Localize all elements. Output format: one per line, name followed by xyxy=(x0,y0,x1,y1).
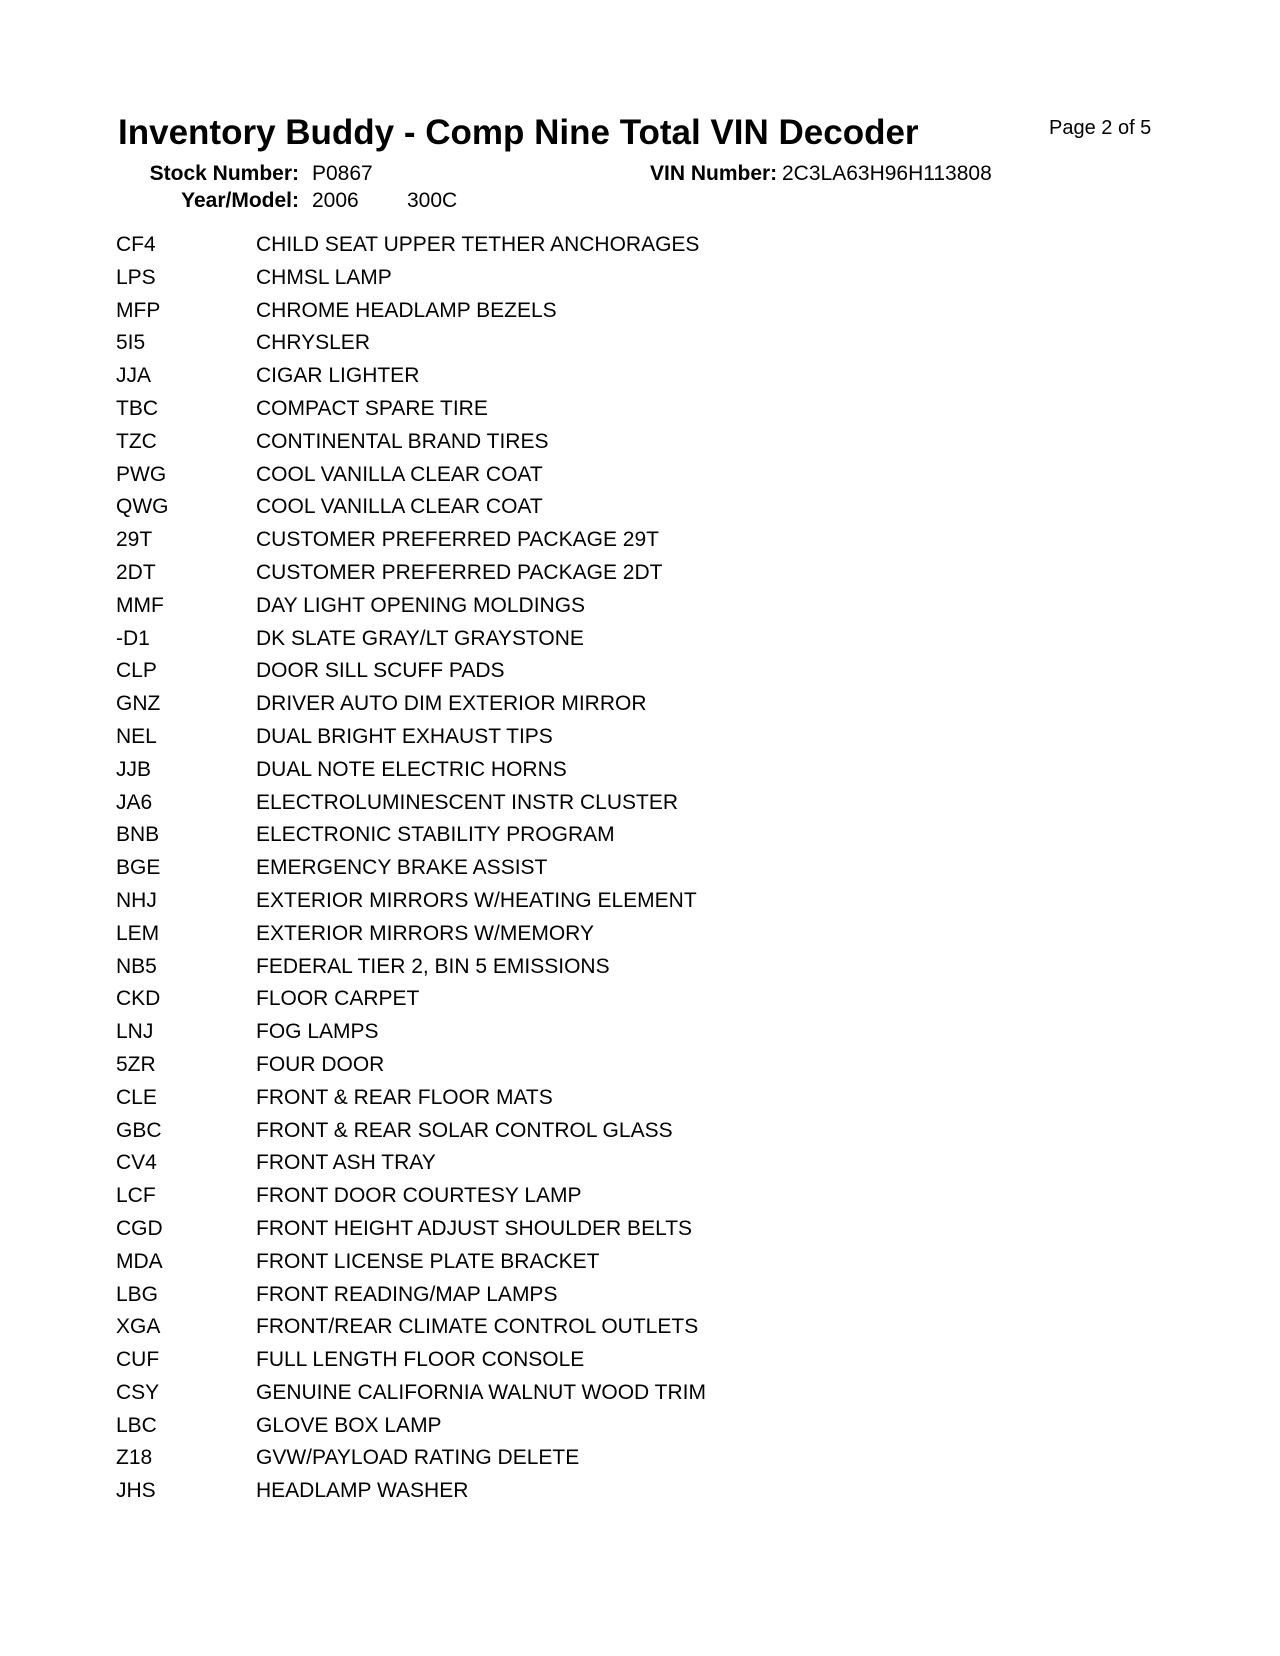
option-code: CKD xyxy=(116,987,161,1011)
option-row xyxy=(116,1049,1216,1082)
vin-number-label: VIN Number: xyxy=(650,162,778,185)
option-code: CF4 xyxy=(116,233,156,256)
option-code: NHJ xyxy=(116,888,157,912)
option-description: GLOVE BOX LAMP xyxy=(256,1413,442,1437)
option-description: FRONT LICENSE PLATE BRACKET xyxy=(256,1249,600,1273)
option-code: QWG xyxy=(116,495,169,519)
option-row xyxy=(116,918,1216,951)
option-row xyxy=(116,1442,1216,1475)
option-code: 2DT xyxy=(116,560,156,584)
option-code: CLE xyxy=(116,1085,157,1109)
option-row xyxy=(116,491,1216,524)
page-indicator: Page 2 of 5 xyxy=(1049,117,1152,139)
option-row xyxy=(116,229,1216,262)
option-row xyxy=(116,426,1216,459)
option-description: CHRYSLER xyxy=(256,331,370,355)
option-description: GVW/PAYLOAD RATING DELETE xyxy=(256,1446,580,1470)
options-list xyxy=(116,229,1216,1508)
option-code: JJB xyxy=(116,757,152,781)
option-row xyxy=(116,524,1216,557)
option-row xyxy=(116,1377,1216,1410)
option-code: MFP xyxy=(116,298,161,322)
option-code: Z18 xyxy=(116,1446,153,1470)
option-row xyxy=(116,262,1216,295)
option-description: FLOOR CARPET xyxy=(256,987,420,1011)
option-row xyxy=(116,721,1216,754)
option-description: CHROME HEADLAMP BEZELS xyxy=(256,298,557,322)
option-description: COMPACT SPARE TIRE xyxy=(256,396,488,420)
option-description: FEDERAL TIER 2, BIN 5 EMISSIONS xyxy=(256,954,610,978)
option-row xyxy=(116,1246,1216,1279)
option-description: DUAL NOTE ELECTRIC HORNS xyxy=(256,757,567,781)
year-model-label: Year/Model: xyxy=(181,189,299,212)
option-code: LPS xyxy=(116,265,156,289)
option-code: LEM xyxy=(116,921,160,945)
option-description: ELECTRONIC STABILITY PROGRAM xyxy=(256,823,615,847)
option-description: GENUINE CALIFORNIA WALNUT WOOD TRIM xyxy=(256,1380,706,1404)
option-description: FOUR DOOR xyxy=(256,1052,385,1076)
option-description: CUSTOMER PREFERRED PACKAGE 29T xyxy=(256,528,659,552)
option-description: CUSTOMER PREFERRED PACKAGE 2DT xyxy=(256,560,663,584)
option-code: CLP xyxy=(116,659,157,683)
option-description: FRONT READING/MAP LAMPS xyxy=(256,1282,558,1306)
option-description: FRONT ASH TRAY xyxy=(256,1151,436,1175)
page-title: Inventory Buddy - Comp Nine Total VIN Decoder xyxy=(118,113,919,152)
option-description: FOG LAMPS xyxy=(256,1020,379,1044)
option-code: LBC xyxy=(116,1413,157,1437)
option-description: DUAL BRIGHT EXHAUST TIPS xyxy=(256,724,553,748)
option-description: FULL LENGTH FLOOR CONSOLE xyxy=(256,1348,585,1372)
option-row xyxy=(116,393,1216,426)
option-row xyxy=(116,787,1216,820)
option-row xyxy=(116,852,1216,885)
option-description: COOL VANILLA CLEAR COAT xyxy=(256,495,543,519)
option-code: LCF xyxy=(116,1184,156,1208)
option-description: DAY LIGHT OPENING MOLDINGS xyxy=(256,593,586,617)
option-code: 5ZR xyxy=(116,1052,156,1076)
option-code: GNZ xyxy=(116,692,161,716)
option-code: GBC xyxy=(116,1118,162,1142)
option-description: COOL VANILLA CLEAR COAT xyxy=(256,462,543,486)
option-row xyxy=(116,459,1216,492)
option-description: ELECTROLUMINESCENT INSTR CLUSTER xyxy=(256,790,679,814)
option-code: CUF xyxy=(116,1348,160,1372)
option-row xyxy=(116,819,1216,852)
option-code: TBC xyxy=(116,396,158,420)
option-code: NEL xyxy=(116,724,157,748)
option-code: 29T xyxy=(116,528,153,552)
option-row xyxy=(116,1344,1216,1377)
option-code: LBG xyxy=(116,1282,159,1306)
option-description: EXTERIOR MIRRORS W/HEATING ELEMENT xyxy=(256,888,697,912)
option-row xyxy=(116,360,1216,393)
option-description: FRONT & REAR SOLAR CONTROL GLASS xyxy=(256,1118,673,1142)
option-row xyxy=(116,983,1216,1016)
option-row xyxy=(116,1311,1216,1344)
option-code: 5I5 xyxy=(116,331,146,355)
option-row xyxy=(116,1279,1216,1312)
option-description: CONTINENTAL BRAND TIRES xyxy=(256,429,549,453)
option-code: NB5 xyxy=(116,954,157,978)
option-code: LNJ xyxy=(116,1020,154,1044)
option-code: JA6 xyxy=(116,790,153,814)
stock-number-label: Stock Number: xyxy=(149,162,299,185)
option-row xyxy=(116,1115,1216,1148)
option-description: DK SLATE GRAY/LT GRAYSTONE xyxy=(256,626,584,650)
option-row xyxy=(116,1016,1216,1049)
option-description: CHILD SEAT UPPER TETHER ANCHORAGES xyxy=(256,233,700,256)
option-row xyxy=(116,1180,1216,1213)
option-row xyxy=(116,295,1216,328)
vin-number-value: 2C3LA63H96H113808 xyxy=(782,162,992,185)
option-code: CSY xyxy=(116,1380,160,1404)
option-row xyxy=(116,1147,1216,1180)
option-description: DOOR SILL SCUFF PADS xyxy=(256,659,505,683)
option-code: MMF xyxy=(116,593,164,617)
option-code: PWG xyxy=(116,462,167,486)
option-code: JHS xyxy=(116,1479,156,1503)
option-description: CHMSL LAMP xyxy=(256,265,392,289)
option-row xyxy=(116,590,1216,623)
option-row xyxy=(116,1475,1216,1508)
option-description: CIGAR LIGHTER xyxy=(256,364,420,388)
option-description: EXTERIOR MIRRORS W/MEMORY xyxy=(256,921,594,945)
option-row xyxy=(116,1410,1216,1443)
option-row xyxy=(116,557,1216,590)
option-description: DRIVER AUTO DIM EXTERIOR MIRROR xyxy=(256,692,647,716)
option-code: BGE xyxy=(116,856,161,880)
option-code: XGA xyxy=(116,1315,161,1339)
option-row xyxy=(116,1082,1216,1115)
option-code: -D1 xyxy=(116,626,150,650)
option-row xyxy=(116,754,1216,787)
option-row xyxy=(116,623,1216,656)
option-code: CV4 xyxy=(116,1151,157,1175)
option-row xyxy=(116,1213,1216,1246)
option-description: FRONT HEIGHT ADJUST SHOULDER BELTS xyxy=(256,1216,693,1240)
option-description: EMERGENCY BRAKE ASSIST xyxy=(256,856,548,880)
stock-number-value: P0867 xyxy=(312,162,373,185)
option-code: BNB xyxy=(116,823,160,847)
option-row xyxy=(116,655,1216,688)
model-value: 300C xyxy=(407,189,458,212)
option-description: FRONT & REAR FLOOR MATS xyxy=(256,1085,553,1109)
option-code: TZC xyxy=(116,429,157,453)
option-row xyxy=(116,885,1216,918)
option-code: JJA xyxy=(116,364,152,388)
option-description: HEADLAMP WASHER xyxy=(256,1479,469,1503)
option-description: FRONT/REAR CLIMATE CONTROL OUTLETS xyxy=(256,1315,699,1339)
option-row xyxy=(116,688,1216,721)
year-value: 2006 xyxy=(312,189,359,212)
option-row xyxy=(116,327,1216,360)
option-code: MDA xyxy=(116,1249,163,1273)
option-description: FRONT DOOR COURTESY LAMP xyxy=(256,1184,582,1208)
option-row xyxy=(116,951,1216,984)
option-code: CGD xyxy=(116,1216,163,1240)
